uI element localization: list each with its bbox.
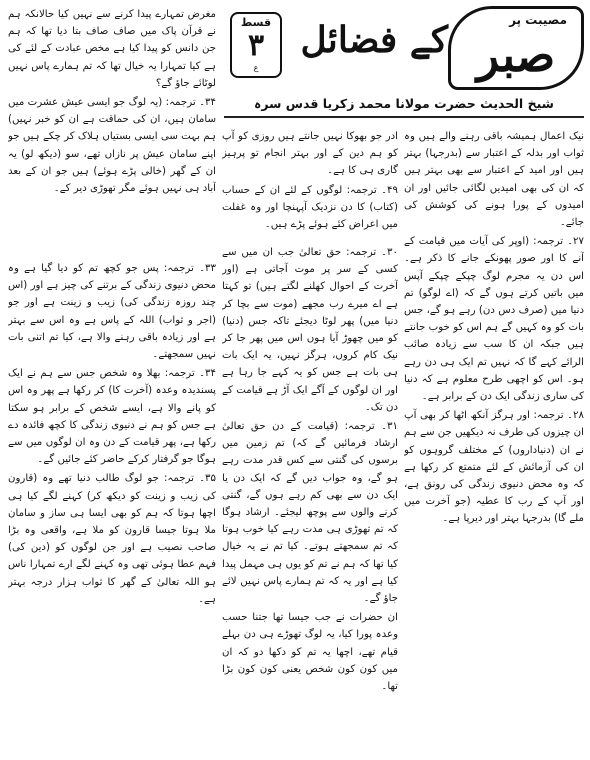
episode-number: ۳ — [247, 28, 265, 63]
paragraph: مغرض تمہارے پیدا کرنے سے نہیں کیا حالانکہ ہم نے قرآن پاک میں صاف صاف بتا دیا تھا کہ ہم جن دانس کو پیدا کیا ہے مخص عبادت کے لئے کی ہے کیا تمہارا یہ خیال تھا کہ تم ہمارے پاس نہیں لوٹائے جاؤ گے؟ — [8, 9, 216, 89]
paragraph: ۲۷۔ ترجمہ: (اوپر کی آیات میں قیامت کے آنے کا اور صور پھونکے جانے کا ذکر ہے۔ اس دن یہ مجرم لوگ چپکے چپکے آپس میں باتیں کرتے ہوں گے کہ (اے لوگو) تم دنیا میں (صرف دس دن) رہے ہو گے، جس بات کو وہ کہیں گے ہم اس کو خوب جانتے ہیں جبکہ ان کا سب سے زیادہ صائب الرائے کہے گا کہ نہیں تم ایک ہی دن رہے ہو۔ اس کو اچھی طرح معلوم ہے کہ دنیا کی ساری زندگی ایک دن کے برابر ہے۔ — [404, 236, 584, 403]
column-bottom-mid — [222, 244, 398, 754]
episode-badge — [230, 12, 282, 78]
paragraph: ۳۱۔ ترجمہ: (قیامت کے دن حق تعالیٰ ارشاد فرمائیں گے کہ) تم زمین میں برسوں کی گنتی سے کس قدر مدت رہے ہو گے، وہ جواب دیں گے کہ ایک دن یا ایک دن سے بھی کم رہے ہوں گے، گنتی کرنے والوں سے پوچھ لیجئے۔ ارشاد ہوگا کہ تم تھوڑی ہی مدت رہے کیا خوب ہوتا کہ تم سمجھتے ہوتے۔ کیا تم نے یہ خیال کیا تھا کہ ہم نے تم کو یوں ہی مہمل پیدا کیا ہے اور یہ کہ تم ہمارے پاس نہیں لائے جاؤ گے۔ — [222, 421, 398, 605]
title-box — [448, 6, 584, 90]
paragraph: ۴۹۔ ترجمہ: لوگوں کے لئے ان کے حساب (کتاب) کا دن نزدیک آپہنچا اور وہ غفلت میں اعراض کئے ہوئے پڑے ہیں۔ — [222, 184, 398, 231]
column-top-left — [8, 6, 216, 256]
title-small: مصیبت پر — [509, 13, 567, 27]
episode-label: قسط — [240, 16, 272, 29]
paragraph: ان حضرات نے جب جیسا تھا جتنا حسب وعدہ پورا کیا، یہ لوگ تھوڑے ہی دن بہلے قیام تھے، اچھا یہ تم کو دکھا دو کہ ان میں کون کون شخص یعنی کون کون بڑا تھا۔ — [222, 612, 398, 693]
episode-sub: ع — [253, 63, 259, 72]
paragraph: نیک اعمال ہمیشہ باقی رہنے والے ہیں وہ ثواب اور بدلہ کے اعتبار سے (بدرجہا) بہتر ہیں اور امید کے اعتبار سے بھی بہتر ہیں کہ ان کی بھی امیدیں لگائی جائیں اور ان امیدوں کے پورا ہونے کی کوشش کی جائے۔ — [404, 131, 584, 229]
paragraph: ۳۴۔ ترجمہ: بھلا وہ شخص جس سے ہم نے ایک پسندیدہ وعدہ (آخرت کا) کر رکھا ہے پھر وہ اس کو پانے والا ہے، ایسے شخص کے برابر ہو سکتا ہے جس کو ہم نے دنیوی زندگی کا کچھ فائدہ دے رکھا ہے، پھر قیامت کے دن وہ ان لوگوں میں سے ہوگا جو گرفتار کرکے حاضر کئے جائیں گے۔ — [8, 368, 216, 466]
title-ke-fazail: کے فضائل — [300, 19, 448, 61]
paragraph: ۳۴۔ ترجمہ: (یہ لوگ جو ایسی عیش عشرت میں سامان ہیں، ان کی حماقت ہے ان کو خبر نہیں) ہم بہت سی ایسی بستیاں ہلاک کر چکے ہیں جو اپنے سامان عیش پر نازاں تھے، سو (دیکھ لو) یہ ان کے گھر (خالی پڑے ہوئے) ہیں جو ان کے بعد آباد ہی نہیں ہوئے مگر تھوڑی دیر کے۔ — [8, 97, 216, 195]
column-right — [404, 128, 584, 754]
column-bottom-left — [8, 260, 216, 754]
column-top-mid — [222, 128, 398, 238]
byline-underline — [224, 116, 584, 118]
paragraph: ۲۸۔ ترجمہ: اور ہرگز آنکھ اٹھا کر بھی آپ ان چیزوں کی طرف نہ دیکھیں جن سے ہم نے ان (دنیاداروں) کے مختلف گروہوں کو ان کی آزمائش کے لئے متمتع کر رکھا ہے کہ وہ محض دنیوی زندگی کی رونق ہے، اور آپ کے رب کا عطیہ (جو آخرت میں ملے گا) بدرجہا بہتر اور دیرپا ہے۔ — [404, 410, 584, 525]
paragraph: ۳۳۔ ترجمہ: پس جو کچھ تم کو دیا گیا ہے وہ محض دنیوی زندگی کے برتنے کی چیز ہے اور (اس چند روزہ زندگی کی) زیب و زینت ہے اور جو (اجر و ثواب) اللہ کے پاس ہے وہ اس سے بہتر ہے اور زیادہ باقی رہنے والا ہے، کیا تم اتنی بات نہیں سمجھتے۔ — [8, 263, 216, 361]
masthead — [224, 6, 584, 124]
byline: شیخ الحدیث حضرت مولانا محمد زکریا قدس سرہ — [254, 96, 554, 111]
paragraph: ادر جو بھوکا نہیں جانتے ہیں روزی کو آپ کو ہم دین کے اور بہتر انجام تو پرہیز گاری ہی کا ہے۔ — [222, 131, 398, 177]
paragraph: ۳۰۔ ترجمہ: حق تعالیٰ جب ان میں سے کسی کے سر پر موت آجاتی ہے (اور آخرت کے احوال کھلنے لگتے ہیں) تو کہتا ہے اے میرے رب مجھے (موت سے بچا کر دنیا میں) پھر لوٹا دیجئے تاکہ جس (دنیا) کو میں چھوڑ آیا ہوں اس میں پھر جا کر نیک کام کروں، ہرگز نہیں، یہ ایک بات ہی بات ہے جس کو یہ کہے جا رہا ہے اور ان لوگوں کے آگے ایک آڑ ہے قیامت کے دن تک۔ — [222, 247, 398, 413]
title-big: صبر — [476, 28, 556, 82]
paragraph: ۳۵۔ ترجمہ: جو لوگ طالب دنیا تھے وہ (قارون کی زیب و زینت کو دیکھ کر) کہنے لگے کیا ہی اچھا ہوتا کہ ہم کو بھی ایسا ہی ساز و سامان ملا ہوتا جیسا قارون کو ملا ہے، واقعی وہ بڑا صاحب نصیب ہے اور جن لوگوں کو (دین کی) فہم عطا ہوئی تھی وہ کہنے لگے ارے تمہارا ناس ہو اللہ تعالیٰ کے گھر کا ثواب ہزار درجہ بہتر ہے۔ — [8, 473, 216, 605]
